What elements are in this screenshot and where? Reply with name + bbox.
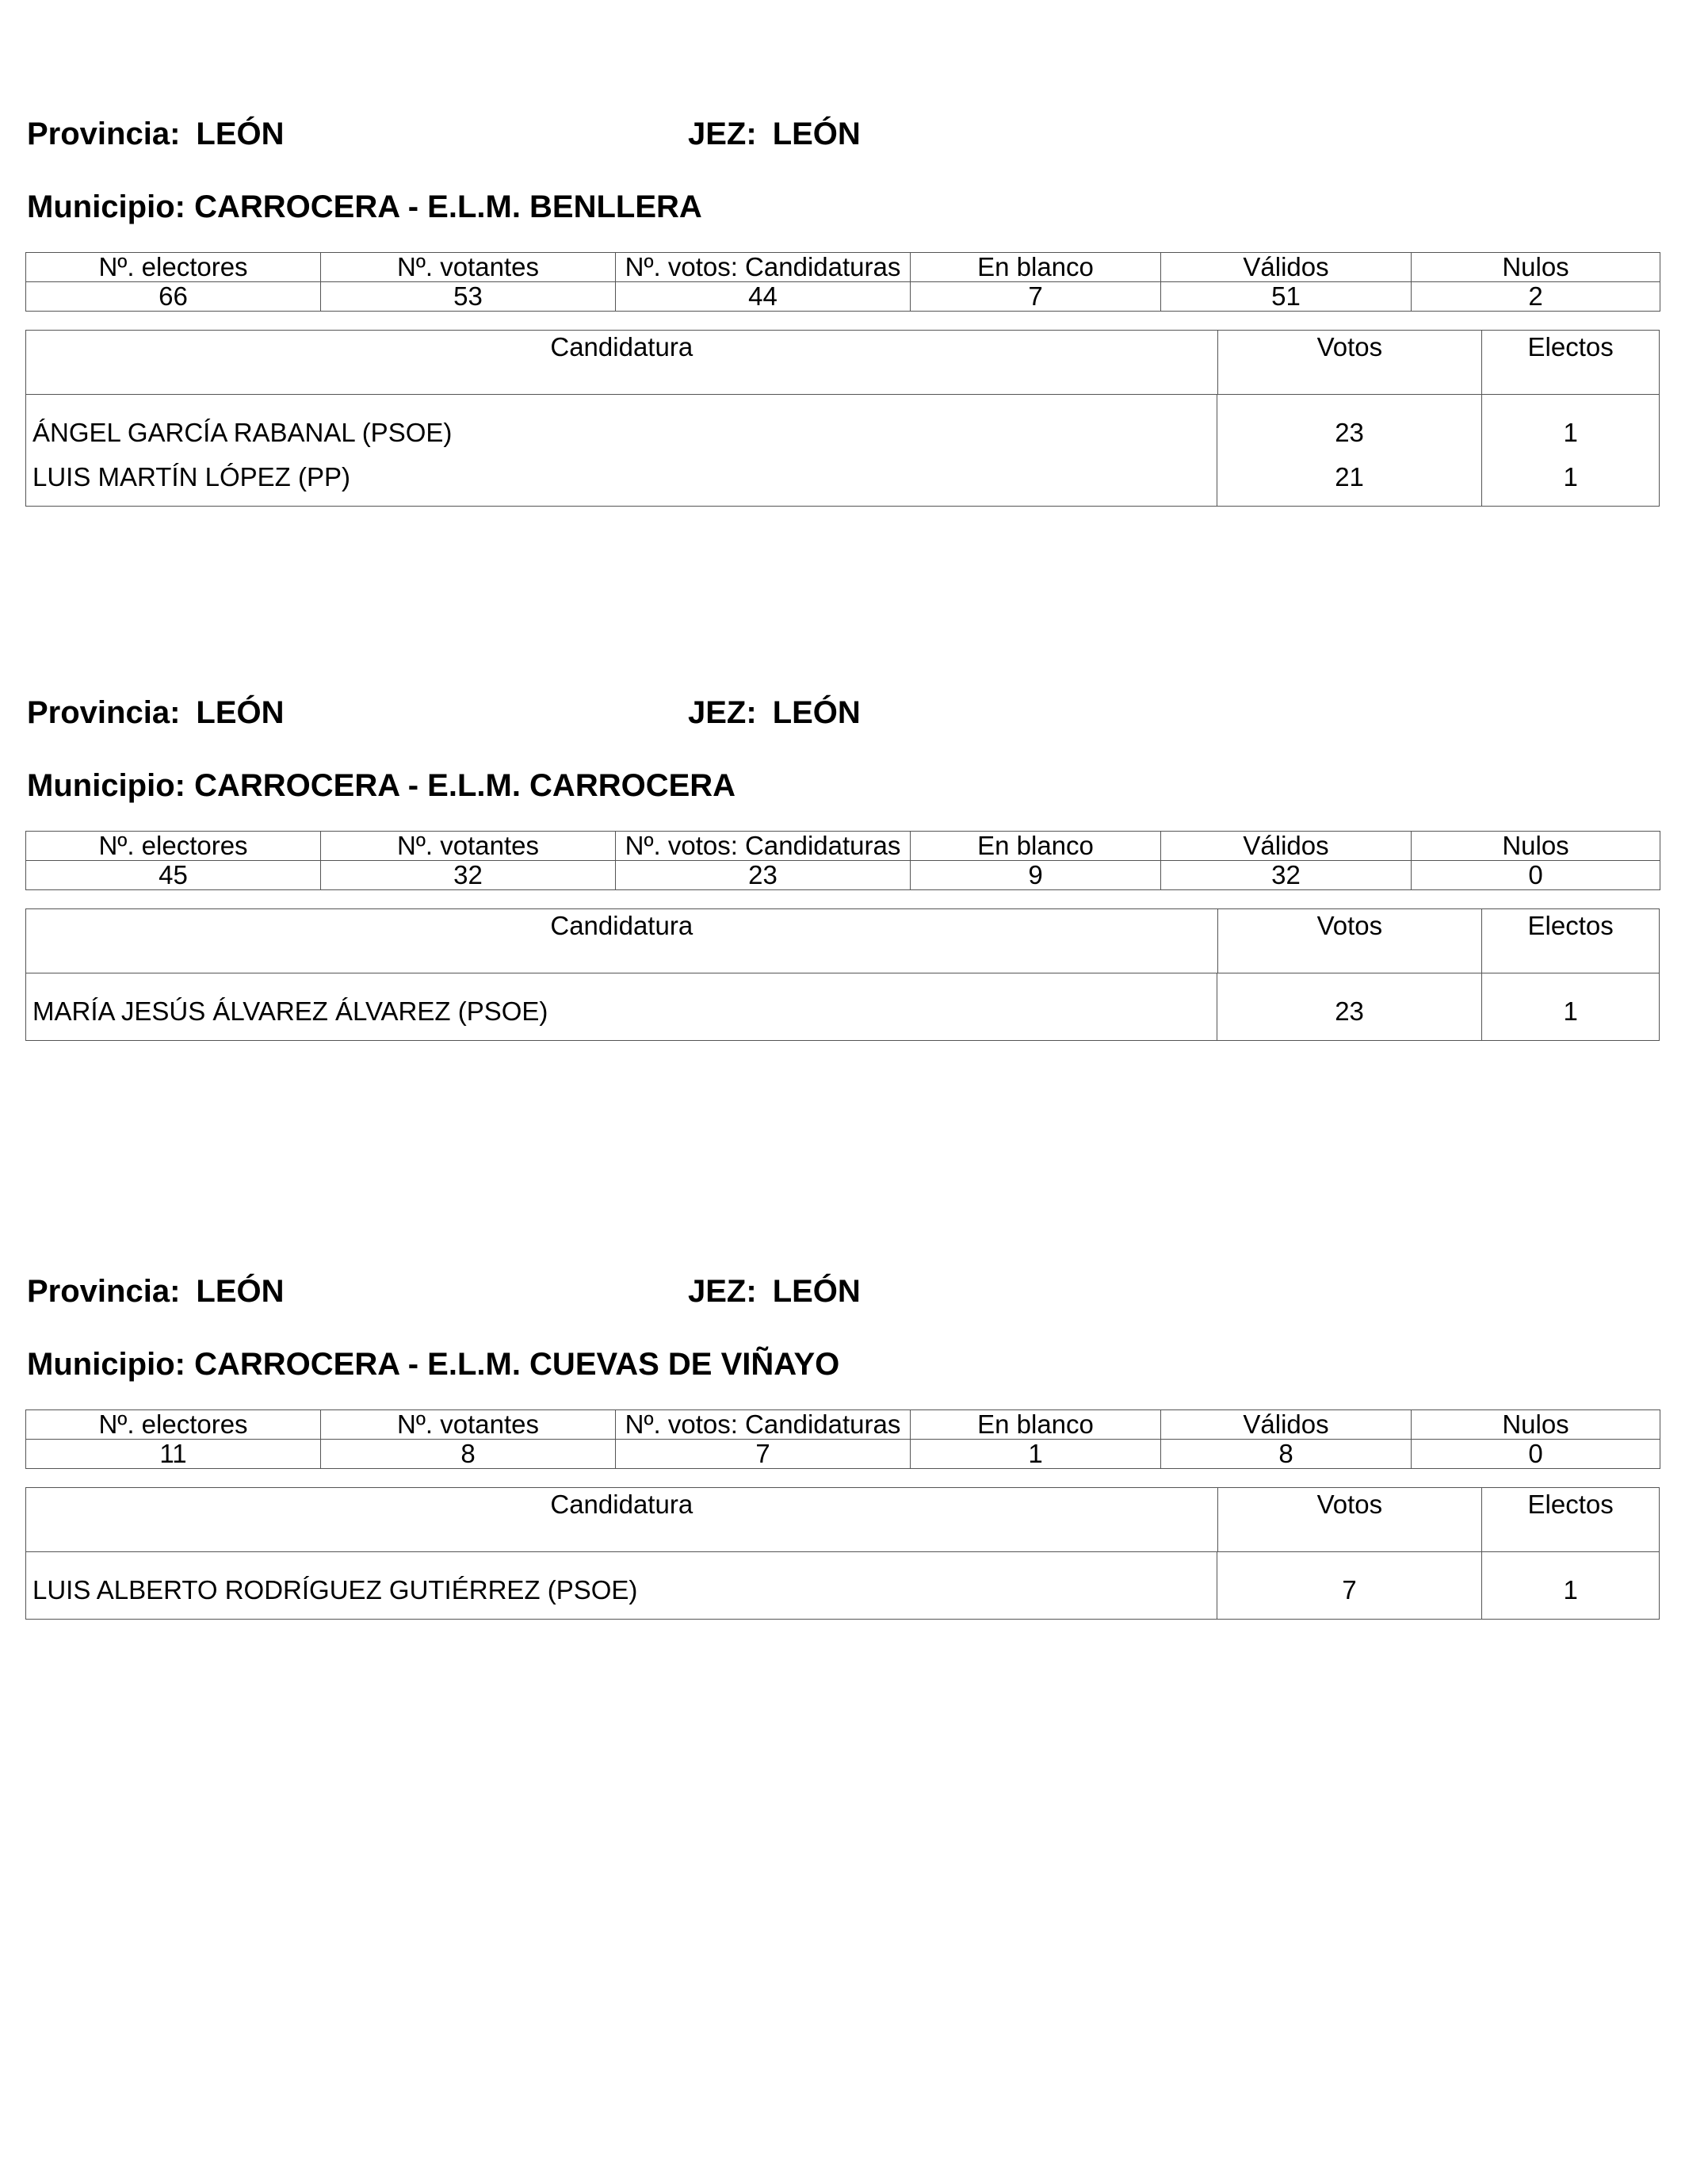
candidate-name: MARÍA JESÚS ÁLVAREZ ÁLVAREZ (PSOE) xyxy=(32,996,548,1026)
candidates-header-row xyxy=(26,331,1659,395)
header-votantes: Nº. votantes xyxy=(321,1410,616,1440)
header-votos: Votos xyxy=(1217,331,1482,394)
value-votantes: 8 xyxy=(321,1440,616,1469)
summary-header-row xyxy=(26,832,1660,861)
candidate-votos: 21 xyxy=(1335,462,1364,491)
municipio-value: CARROCERA - E.L.M. BENLLERA xyxy=(194,189,702,224)
provincia-value: LEÓN xyxy=(196,117,285,151)
candidate-electos: 1 xyxy=(1563,996,1578,1026)
value-en-blanco: 7 xyxy=(911,282,1161,312)
value-votos-candidaturas: 23 xyxy=(616,861,911,890)
votos-column xyxy=(1217,973,1482,1040)
summary-value-row xyxy=(26,1440,1660,1469)
value-votantes: 32 xyxy=(321,861,616,890)
summary-header-row xyxy=(26,253,1660,282)
header-electores: Nº. electores xyxy=(26,1410,321,1440)
header-line xyxy=(25,693,1660,732)
value-nulos: 2 xyxy=(1412,282,1660,312)
candidate-electos: 1 xyxy=(1563,462,1578,491)
summary-value-row xyxy=(26,282,1660,312)
header-validos: Válidos xyxy=(1161,1410,1412,1440)
candidate-votos: 23 xyxy=(1335,418,1364,447)
candidates-header-row xyxy=(26,1488,1659,1552)
header-electores: Nº. electores xyxy=(26,253,321,282)
header-candidatura: Candidatura xyxy=(550,332,693,361)
header-en-blanco: En blanco xyxy=(911,1410,1161,1440)
municipio xyxy=(27,187,702,227)
header-electos: Electos xyxy=(1481,909,1659,973)
candidate-name: ÁNGEL GARCÍA RABANAL (PSOE) xyxy=(32,418,453,447)
header-nulos: Nulos xyxy=(1412,253,1660,282)
provincia-label: Provincia: xyxy=(27,1274,181,1309)
value-votos-candidaturas: 44 xyxy=(616,282,911,312)
value-en-blanco: 9 xyxy=(911,861,1161,890)
municipio-label: Municipio: xyxy=(27,1347,185,1382)
header-validos: Válidos xyxy=(1161,253,1412,282)
provincia xyxy=(27,114,285,154)
header-votos-candidaturas: Nº. votos: Candidaturas xyxy=(616,253,911,282)
candidate-electos: 1 xyxy=(1563,1575,1578,1605)
header-votantes: Nº. votantes xyxy=(321,253,616,282)
provincia-label: Provincia: xyxy=(27,117,181,151)
jez-value: LEÓN xyxy=(772,1274,861,1309)
value-nulos: 0 xyxy=(1412,861,1660,890)
jez-label: JEZ: xyxy=(688,1274,757,1309)
value-en-blanco: 1 xyxy=(911,1440,1161,1469)
candidate-votos: 23 xyxy=(1335,996,1364,1026)
section-benllera xyxy=(25,114,1660,491)
candidates-header-row xyxy=(26,909,1659,973)
value-electores: 45 xyxy=(26,861,321,890)
provincia-value: LEÓN xyxy=(196,1274,285,1309)
value-votos-candidaturas: 7 xyxy=(616,1440,911,1469)
header-candidatura: Candidatura xyxy=(550,1490,693,1519)
provincia xyxy=(27,693,285,732)
candidate-name: LUIS MARTÍN LÓPEZ (PP) xyxy=(32,462,350,491)
votos-column xyxy=(1217,395,1482,506)
summary-table xyxy=(25,1409,1660,1469)
votos-column xyxy=(1217,1552,1482,1619)
candidates-table xyxy=(25,1487,1660,1620)
municipio-value: CARROCERA - E.L.M. CUEVAS DE VIÑAYO xyxy=(194,1347,840,1382)
header-votantes: Nº. votantes xyxy=(321,832,616,861)
header-candidatura: Candidatura xyxy=(550,911,693,940)
value-validos: 32 xyxy=(1161,861,1412,890)
candidates-table xyxy=(25,330,1660,507)
candidate-votos: 7 xyxy=(1342,1575,1357,1605)
summary-header-row xyxy=(26,1410,1660,1440)
header-electores: Nº. electores xyxy=(26,832,321,861)
header-electos: Electos xyxy=(1481,331,1659,394)
header-nulos: Nulos xyxy=(1412,1410,1660,1440)
jez xyxy=(688,693,861,732)
value-votantes: 53 xyxy=(321,282,616,312)
header-votos-candidaturas: Nº. votos: Candidaturas xyxy=(616,1410,911,1440)
header-en-blanco: En blanco xyxy=(911,253,1161,282)
provincia-value: LEÓN xyxy=(196,695,285,730)
jez xyxy=(688,1272,861,1311)
electos-column xyxy=(1481,1552,1659,1619)
provincia xyxy=(27,1272,285,1311)
jez-label: JEZ: xyxy=(688,117,757,151)
value-electores: 11 xyxy=(26,1440,321,1469)
summary-table xyxy=(25,831,1660,890)
value-validos: 8 xyxy=(1161,1440,1412,1469)
jez-value: LEÓN xyxy=(772,117,861,151)
jez-value: LEÓN xyxy=(772,695,861,730)
header-validos: Válidos xyxy=(1161,832,1412,861)
summary-value-row xyxy=(26,861,1660,890)
candidate-electos: 1 xyxy=(1563,418,1578,447)
header-line xyxy=(25,114,1660,154)
section-carrocera xyxy=(25,693,1660,1026)
header-electos: Electos xyxy=(1481,1488,1659,1551)
candidatura-column xyxy=(26,973,1217,1040)
candidatura-column xyxy=(26,395,1217,506)
header-votos: Votos xyxy=(1217,909,1482,973)
municipio-label: Municipio: xyxy=(27,189,185,224)
candidate-name: LUIS ALBERTO RODRÍGUEZ GUTIÉRREZ (PSOE) xyxy=(32,1575,638,1605)
jez-label: JEZ: xyxy=(688,695,757,730)
provincia-label: Provincia: xyxy=(27,695,181,730)
electos-column xyxy=(1481,395,1659,506)
candidatura-column xyxy=(26,1552,1217,1619)
header-nulos: Nulos xyxy=(1412,832,1660,861)
candidates-body xyxy=(26,973,1659,1040)
municipio xyxy=(27,1344,839,1384)
municipio-label: Municipio: xyxy=(27,768,185,803)
municipio-value: CARROCERA - E.L.M. CARROCERA xyxy=(194,768,736,803)
value-nulos: 0 xyxy=(1412,1440,1660,1469)
municipio xyxy=(27,766,736,805)
section-cuevas-de-vinayo xyxy=(25,1272,1660,1605)
electos-column xyxy=(1481,973,1659,1040)
candidates-table xyxy=(25,908,1660,1041)
header-en-blanco: En blanco xyxy=(911,832,1161,861)
header-votos: Votos xyxy=(1217,1488,1482,1551)
candidates-body xyxy=(26,1552,1659,1619)
header-votos-candidaturas: Nº. votos: Candidaturas xyxy=(616,832,911,861)
header-line xyxy=(25,1272,1660,1311)
summary-table xyxy=(25,252,1660,312)
candidates-body xyxy=(26,395,1659,506)
value-validos: 51 xyxy=(1161,282,1412,312)
value-electores: 66 xyxy=(26,282,321,312)
jez xyxy=(688,114,861,154)
